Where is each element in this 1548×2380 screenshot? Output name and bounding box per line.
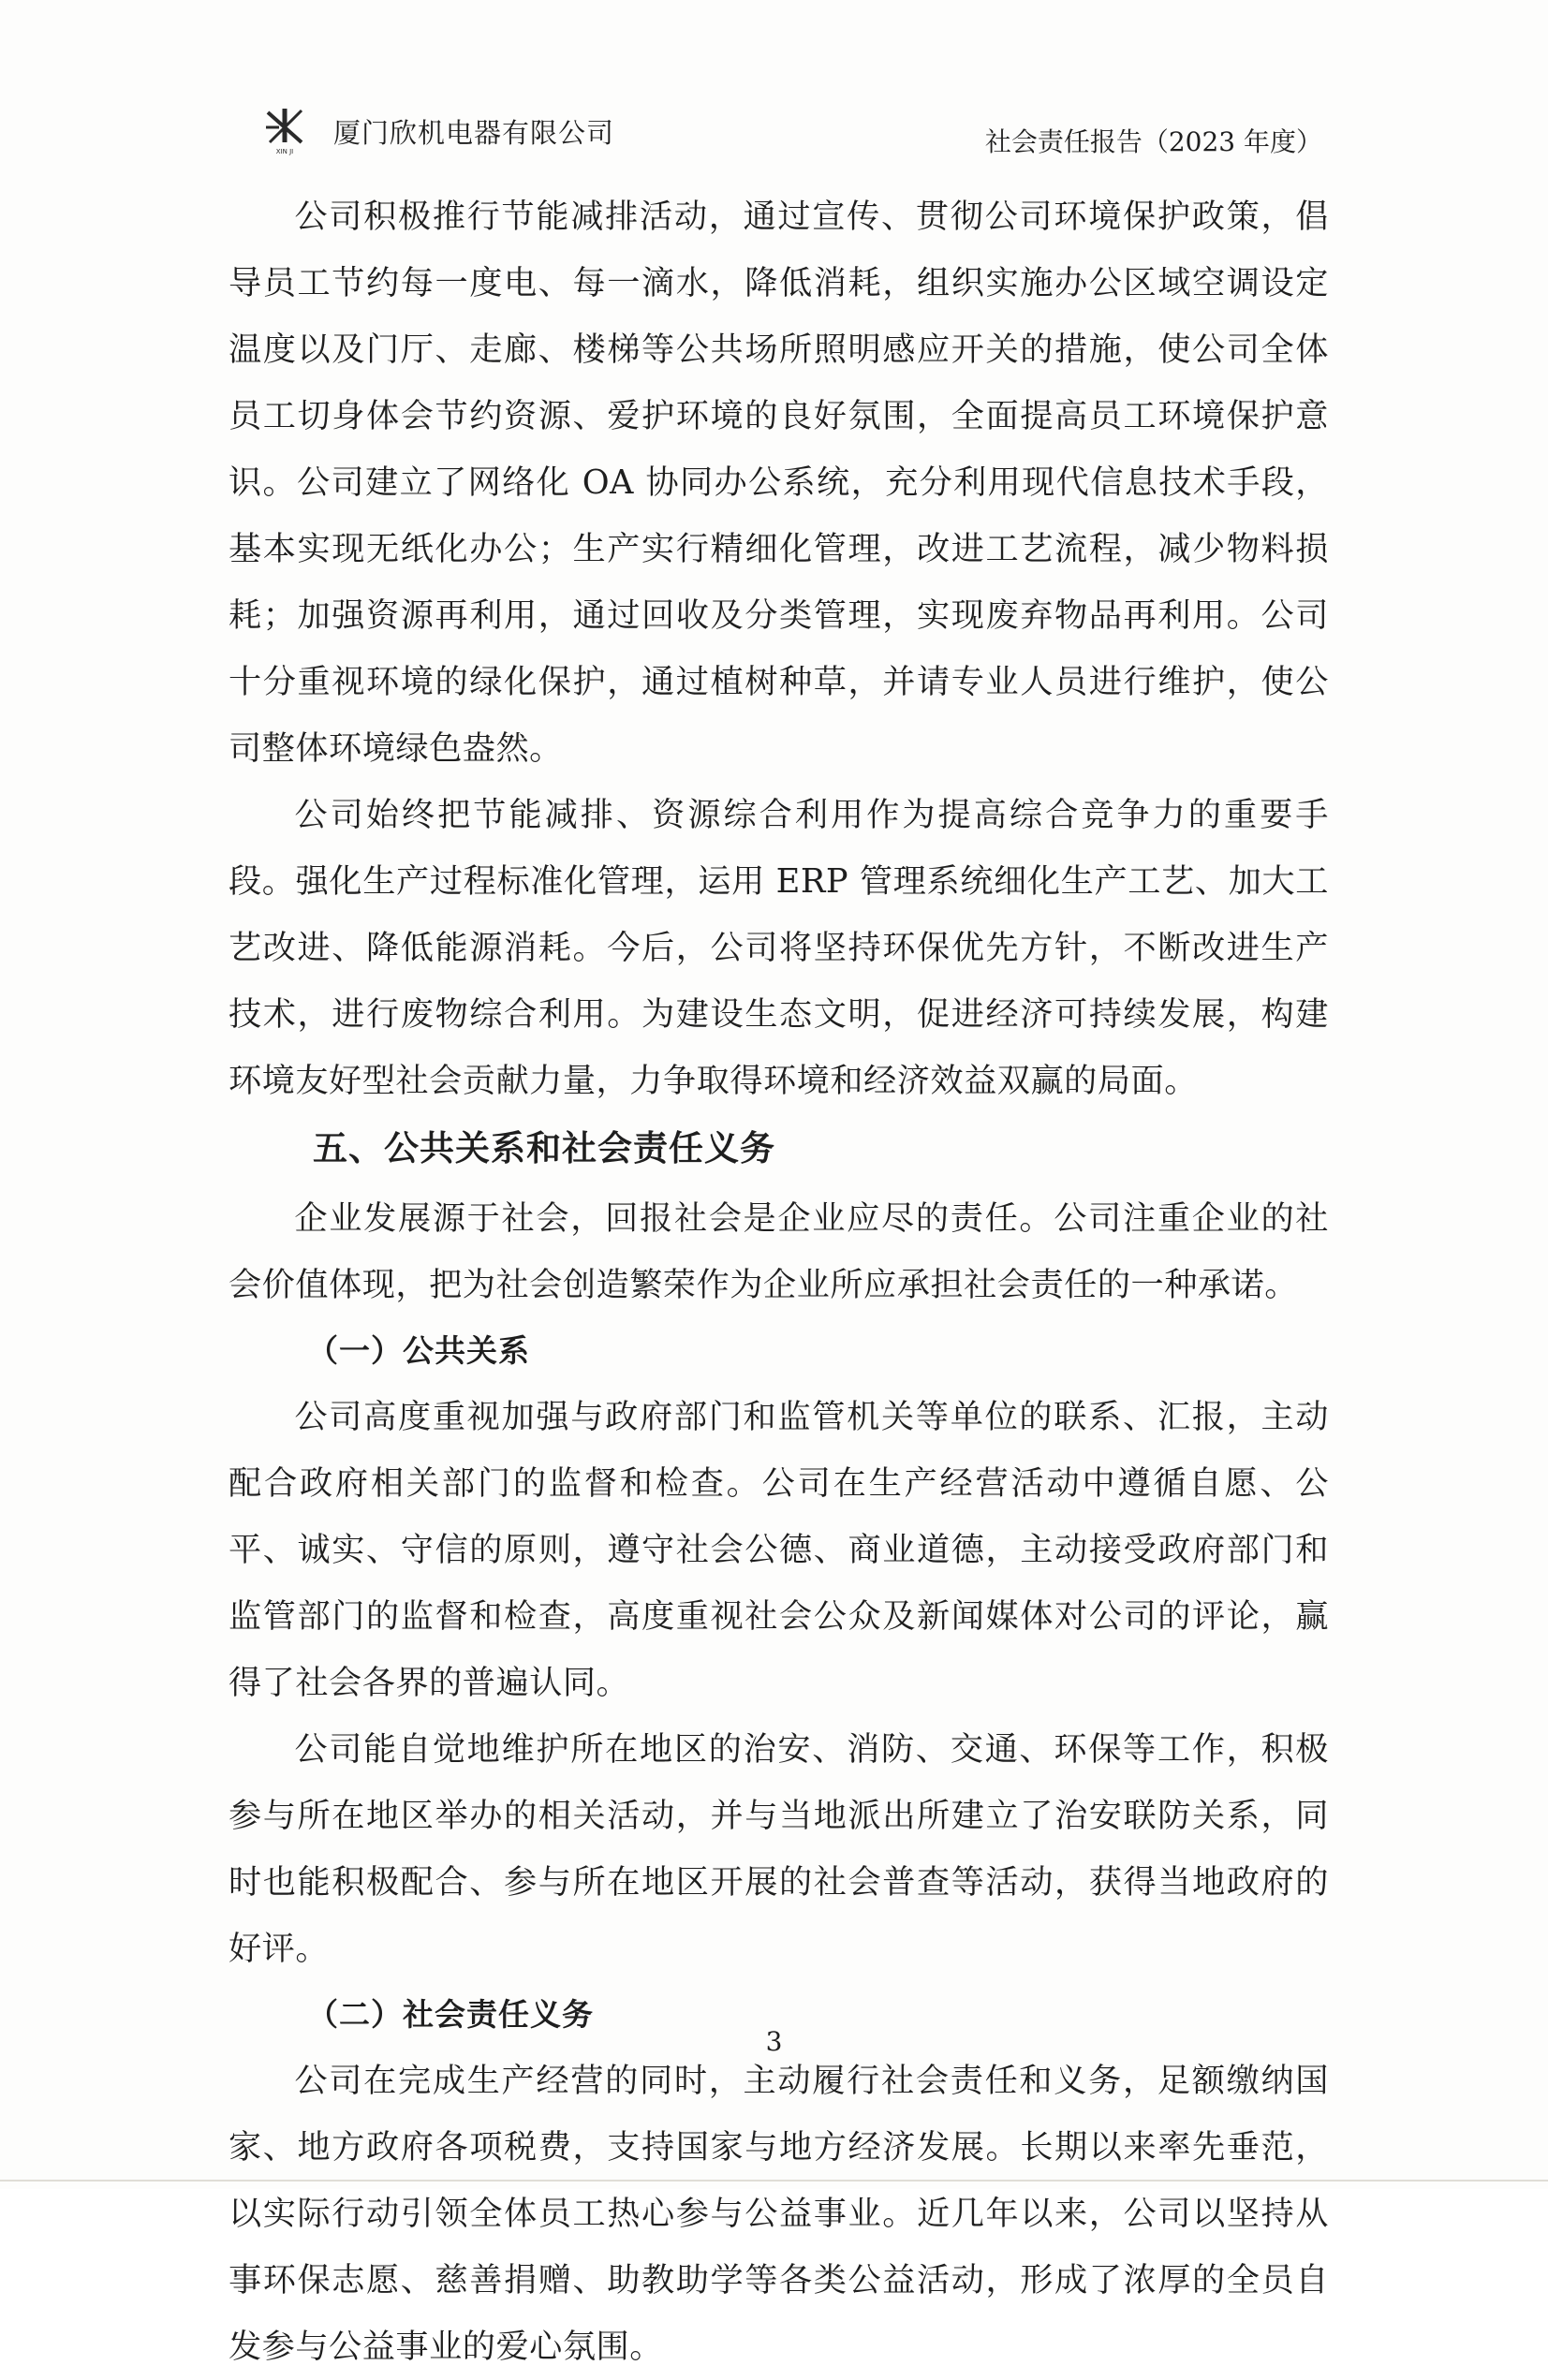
paragraph-government-relations: 公司高度重视加强与政府部门和监管机关等单位的联系、汇报，主动配合政府相关部门的监督和检查。公司在生产经营活动中遵循自愿、公平、诚实、守信的原则，遵守社会公德、商业道德，主动接受政府部门和监管部门的监督和检查，高度重视社会公众及新闻媒体对公司的评论，赢得了社会各界的普遍认同。 xyxy=(229,1398,1329,1702)
section-heading-public-relations: 五、公共关系和社会责任义务 xyxy=(313,1128,775,1168)
page-number: 3 xyxy=(765,2026,783,2057)
paragraph-public-welfare: 公司在完成生产经营的同时，主动履行社会责任和义务，足额缴纳国家、地方政府各项税费，支持国家与地方经济发展。长期以来率先垂范，以实际行动引领全体员工热心参与公益事业。近几年以来，公司以坚持从事环保志愿、慈善捐赠、助教助学等各类公益活动，形成了浓厚的全员自发参与公益事业的爱心氛围。 xyxy=(229,2062,1329,2366)
company-logo xyxy=(264,107,305,155)
page-header xyxy=(264,94,1322,159)
report-title: 社会责任报告（2023 年度） xyxy=(984,126,1322,157)
paragraph-resource-utilization: 公司始终把节能减排、资源综合利用作为提高综合竞争力的重要手段。强化生产过程标准化管理，运用 ERP 管理系统细化生产工艺、加大工艺改进、降低能源消耗。今后，公司将坚持环保优先方针，不断改进生产技术，进行废物综合利用。为建设生态文明，促进经济可持续发展，构建环境友好型社会贡献力量，力争取得环境和经济效益双赢的局面。 xyxy=(229,796,1329,1100)
company-name: 厦门欣机电器有限公司 xyxy=(333,117,615,149)
scan-edge-divider xyxy=(0,2180,1548,2182)
subheading-social-responsibility: （二）社会责任义务 xyxy=(307,1996,594,2033)
paragraph-local-community: 公司能自觉地维护所在地区的治安、消防、交通、环保等工作，积极参与所在地区举办的相关活动，并与当地派出所建立了治安联防关系，同时也能积极配合、参与所在地区开展的社会普查等活动，获得当地政府的好评。 xyxy=(229,1730,1329,1968)
paragraph-energy-saving: 公司积极推行节能减排活动，通过宣传、贯彻公司环境保护政策，倡导员工节约每一度电、每一滴水，降低消耗，组织实施办公区域空调设定温度以及门厅、走廊、楼梯等公共场所照明感应开关的措施，使公司全体员工切身体会节约资源、爱护环境的良好氛围，全面提高员工环境保护意识。公司建立了网络化 OA 协同办公系统，充分利用现代信息技术手段，基本实现无纸化办公；生产实行精细化管理，改进工艺流程，减少物料损耗；加强资源再利用，通过回收及分类管理，实现废弃物品再利用。公司十分重视环境的绿化保护，通过植树种草，并请专业人员进行维护，使公司整体环境绿色盎然。 xyxy=(229,198,1329,768)
logo-text: XIN JI xyxy=(275,148,294,155)
paragraph-social-value: 企业发展源于社会，回报社会是企业应尽的责任。公司注重企业的社会价值体现，把为社会创造繁荣作为企业所应承担社会责任的一种承诺。 xyxy=(229,1199,1329,1304)
subheading-public-relations: （一）公共关系 xyxy=(307,1332,530,1369)
